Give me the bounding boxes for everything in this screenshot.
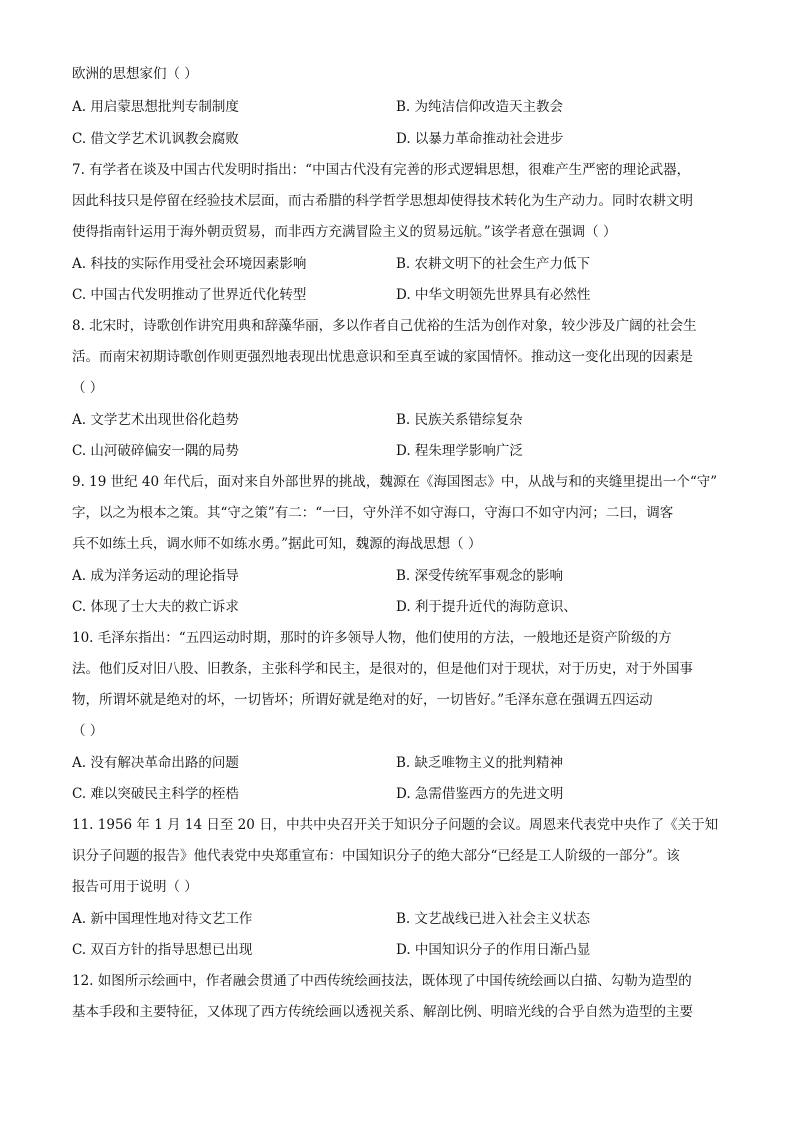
q11-stem-line: 识分子问题的报告》他代表党中央郑重宣布：中国知识分子的绝大部分“已经是工人阶级的一部分”。该 — [72, 848, 680, 864]
q10-stem-line: 法。他们反对旧八股、旧教条，主张科学和民主，是很对的，但是他们对于现状，对于历史，对于外国事 — [72, 661, 693, 677]
q7-stem-line: 7. 有学者在谈及中国古代发明时指出：“中国古代没有完善的形式逻辑思想，很难产生严密的理论武器， — [72, 162, 691, 178]
q8-stem-line: 8. 北宋时，诗歌创作讲究用典和辞藻华丽，多以作者自己优裕的生活为创作对象，较少涉及广阔的社会生 — [72, 318, 697, 334]
q10-stem-line: （ ） — [72, 723, 104, 739]
q9-stem-line: 字，以之为根本之策。其“守之策”有二：“一曰，守外洋不如守海口，守海口不如守内河；二曰，调客 — [72, 505, 674, 521]
q12-stem-line: 基本手段和主要特征，又体现了西方传统绘画以透视关系、解剖比例、明暗光线的合乎自然为造型的主要 — [72, 1004, 693, 1020]
q8-stem-line: （ ） — [72, 380, 104, 396]
q11-option-d[interactable]: D. 中国知识分子的作用日渐凸显 — [396, 942, 591, 958]
q11-option-b[interactable]: B. 文艺战线已进入社会主义状态 — [396, 911, 591, 927]
q7-stem-line: 因此科技只是停留在经验技术层面，而古希腊的科学哲学思想却使得技术转化为生产动力。同时农耕文明 — [72, 193, 693, 209]
q7-option-b[interactable]: B. 农耕文明下的社会生产力低下 — [396, 256, 591, 272]
q10-option-a[interactable]: A. 没有解决革命出路的问题 — [72, 755, 239, 771]
q7-option-a[interactable]: A. 科技的实际作用受社会环境因素影响 — [72, 256, 307, 272]
q6-option-a[interactable]: A. 用启蒙思想批判专制制度 — [72, 99, 239, 115]
q7-stem-line: 使得指南针运用于海外朝贡贸易，而非西方充满冒险主义的贸易远航。”该学者意在强调（ ） — [72, 224, 617, 240]
q10-stem-line: 10. 毛泽东指出：“五四运动时期，那时的许多领导人物，他们使用的方法，一般地还是资产阶级的方 — [72, 630, 672, 646]
q8-stem-line: 活。而南宋初期诗歌创作则更强烈地表现出忧患意识和至真至诚的家国情怀。推动这一变化出现的因素是 — [72, 349, 693, 365]
q8-option-c[interactable]: C. 山河破碎偏安一隅的局势 — [72, 443, 239, 459]
q7-option-c[interactable]: C. 中国古代发明推动了世界近代化转型 — [72, 287, 307, 303]
q6-option-d[interactable]: D. 以暴力革命推动社会进步 — [396, 131, 564, 147]
q9-option-d[interactable]: D. 利于提升近代的海防意识、 — [396, 599, 577, 615]
q10-option-b[interactable]: B. 缺乏唯物主义的批判精神 — [396, 755, 564, 771]
q8-option-a[interactable]: A. 文学艺术出现世俗化趋势 — [72, 412, 239, 428]
q11-option-c[interactable]: C. 双百方针的指导思想已出现 — [72, 942, 253, 958]
q11-stem-line: 11. 1956 年 1 月 14 日至 20 日，中共中央召开关于知识分子问题的会议。周恩来代表党中央作了《关于知 — [72, 817, 719, 833]
q11-stem-line: 报告可用于说明（ ） — [72, 879, 198, 895]
q10-stem-line: 物，所谓坏就是绝对的坏，一切皆坏；所谓好就是绝对的好，一切皆好。”毛泽东意在强调五四运动 — [72, 692, 653, 708]
q7-option-d[interactable]: D. 中华文明领先世界具有必然性 — [396, 287, 591, 303]
q9-stem-line: 9. 19 世纪 40 年代后，面对来自外部世界的挑战，魏源在《海国图志》中，从战与和的夹缝里提出一个“守” — [72, 474, 718, 490]
q9-stem-line: 兵不如练土兵，调水师不如练水勇。”据此可知，魏源的海战思想（ ） — [72, 536, 482, 552]
q10-option-c[interactable]: C. 难以突破民主科学的桎梏 — [72, 786, 239, 802]
q8-option-d[interactable]: D. 程朱理学影响广泛 — [396, 443, 523, 459]
q12-stem-line: 12. 如图所示绘画中，作者融会贯通了中西传统绘画技法，既体现了中国传统绘画以白描、勾勒为造型的 — [72, 973, 692, 989]
q6-stem-end: 欧洲的思想家们（ ） — [72, 66, 198, 82]
q11-option-a[interactable]: A. 新中国理性地对待文艺工作 — [72, 911, 253, 927]
q8-option-b[interactable]: B. 民族关系错综复杂 — [396, 412, 523, 428]
q9-option-c[interactable]: C. 体现了士大夫的救亡诉求 — [72, 599, 239, 615]
q6-option-c[interactable]: C. 借文学艺术讥讽教会腐败 — [72, 131, 239, 147]
q9-option-b[interactable]: B. 深受传统军事观念的影响 — [396, 568, 564, 584]
q6-option-b[interactable]: B. 为纯洁信仰改造天主教会 — [396, 99, 564, 115]
q9-option-a[interactable]: A. 成为洋务运动的理论指导 — [72, 568, 239, 584]
q10-option-d[interactable]: D. 急需借鉴西方的先进文明 — [396, 786, 564, 802]
